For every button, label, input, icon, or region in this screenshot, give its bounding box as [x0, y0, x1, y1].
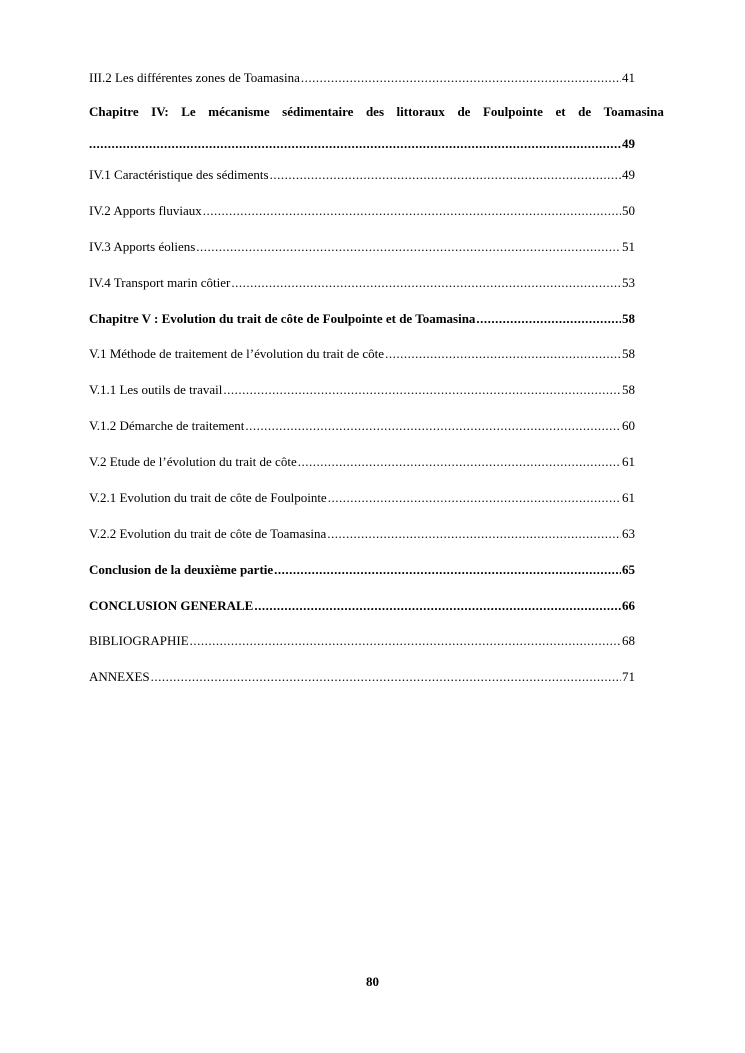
toc-entry-page: 41	[622, 70, 635, 85]
toc-leader-dots	[190, 632, 621, 650]
toc-entry-page: 58	[622, 382, 635, 397]
toc-entry-page: 51	[622, 239, 635, 254]
toc-leader-dots	[89, 135, 622, 153]
page-number: 80	[366, 974, 379, 989]
toc-entry-iv-1	[89, 166, 635, 184]
toc-entry-page: 60	[622, 418, 635, 433]
toc-leader-dots	[327, 525, 621, 543]
toc-leader-dots	[231, 274, 621, 292]
toc-entry-page: 61	[622, 490, 635, 505]
toc-entry-title: IV.3 Apports éoliens	[89, 239, 196, 254]
toc-entry-v-2-2	[89, 525, 635, 543]
toc-entry-v-2	[89, 453, 635, 471]
toc-chapter-leader-line	[89, 135, 635, 153]
toc-entry-title: V.2 Etude de l’évolution du trait de côte	[89, 454, 297, 469]
toc-entry-page: 66	[622, 598, 635, 613]
toc-entry-title: IV.1 Caractéristique des sédiments	[89, 167, 269, 182]
toc-leader-dots	[301, 69, 621, 87]
toc-entry-v-2-1	[89, 489, 635, 507]
toc-entry-title: V.1 Méthode de traitement de l’évolution du trait de côte	[89, 346, 385, 361]
toc-chapter-title-line: Chapitre IV: Le mécanisme sédimentaire des littoraux de Foulpointe et de Toamasina	[89, 104, 664, 119]
toc-leader-dots	[270, 166, 621, 184]
toc-leader-dots	[385, 345, 621, 363]
toc-entry-title: Chapitre V : Evolution du trait de côte de Foulpointe et de Toamasina	[89, 311, 476, 326]
toc-entry-iii-2	[89, 69, 635, 87]
toc-entry-page: 71	[622, 669, 635, 684]
toc-entry-bibliographie	[89, 632, 635, 650]
toc-entry-title: Conclusion de la deuxième partie	[89, 562, 274, 577]
toc-entry-title: ANNEXES	[89, 669, 150, 684]
toc-entry-title: BIBLIOGRAPHIE	[89, 633, 189, 648]
toc-entry-iv-4	[89, 274, 635, 292]
toc-entry-page: 68	[622, 633, 635, 648]
toc-leader-dots	[328, 489, 621, 507]
toc-entry-v-1-1	[89, 381, 635, 399]
toc-leader-dots	[274, 561, 621, 579]
toc-entry-title: IV.4 Transport marin côtier	[89, 275, 231, 290]
toc-entry-title: III.2 Les différentes zones de Toamasina	[89, 70, 300, 85]
toc-entry-page: 65	[622, 562, 635, 577]
toc-entry-page: 53	[622, 275, 635, 290]
toc-leader-dots	[196, 238, 621, 256]
toc-entry-page: 49	[622, 136, 635, 151]
toc-entry-chapitre-iv	[89, 103, 664, 153]
toc-entry-title: V.2.1 Evolution du trait de côte de Foulpointe	[89, 490, 327, 505]
toc-entry-v-1-2	[89, 417, 635, 435]
toc-entry-page: 58	[622, 311, 635, 326]
toc-entry-page: 58	[622, 346, 635, 361]
toc-entry-chapitre-v	[89, 310, 635, 328]
toc-entry-page: 63	[622, 526, 635, 541]
toc-entry-page: 61	[622, 454, 635, 469]
toc-entry-title: IV.2 Apports fluviaux	[89, 203, 202, 218]
toc-entry-page: 49	[622, 167, 635, 182]
toc-entry-conclusion-partie	[89, 561, 635, 579]
toc-entry-page: 50	[622, 203, 635, 218]
toc-leader-dots	[203, 202, 621, 220]
toc-leader-dots	[151, 668, 621, 686]
toc-entry-title: V.2.2 Evolution du trait de côte de Toamasina	[89, 526, 327, 541]
toc-entry-conclusion-generale	[89, 597, 635, 615]
toc-leader-dots	[223, 381, 621, 399]
toc-entry-title: V.1.2 Démarche de traitement	[89, 418, 245, 433]
toc-entry-iv-3	[89, 238, 635, 256]
toc-leader-dots	[254, 597, 621, 615]
toc-leader-dots	[245, 417, 621, 435]
toc-entry-v-1	[89, 345, 635, 363]
toc-leader-dots	[298, 453, 621, 471]
toc-entry-title: CONCLUSION GENERALE	[89, 598, 254, 613]
toc-leader-dots	[476, 310, 621, 328]
toc-entry-title: V.1.1 Les outils de travail	[89, 382, 223, 397]
toc-entry-iv-2	[89, 202, 635, 220]
toc-entry-annexes	[89, 668, 635, 686]
